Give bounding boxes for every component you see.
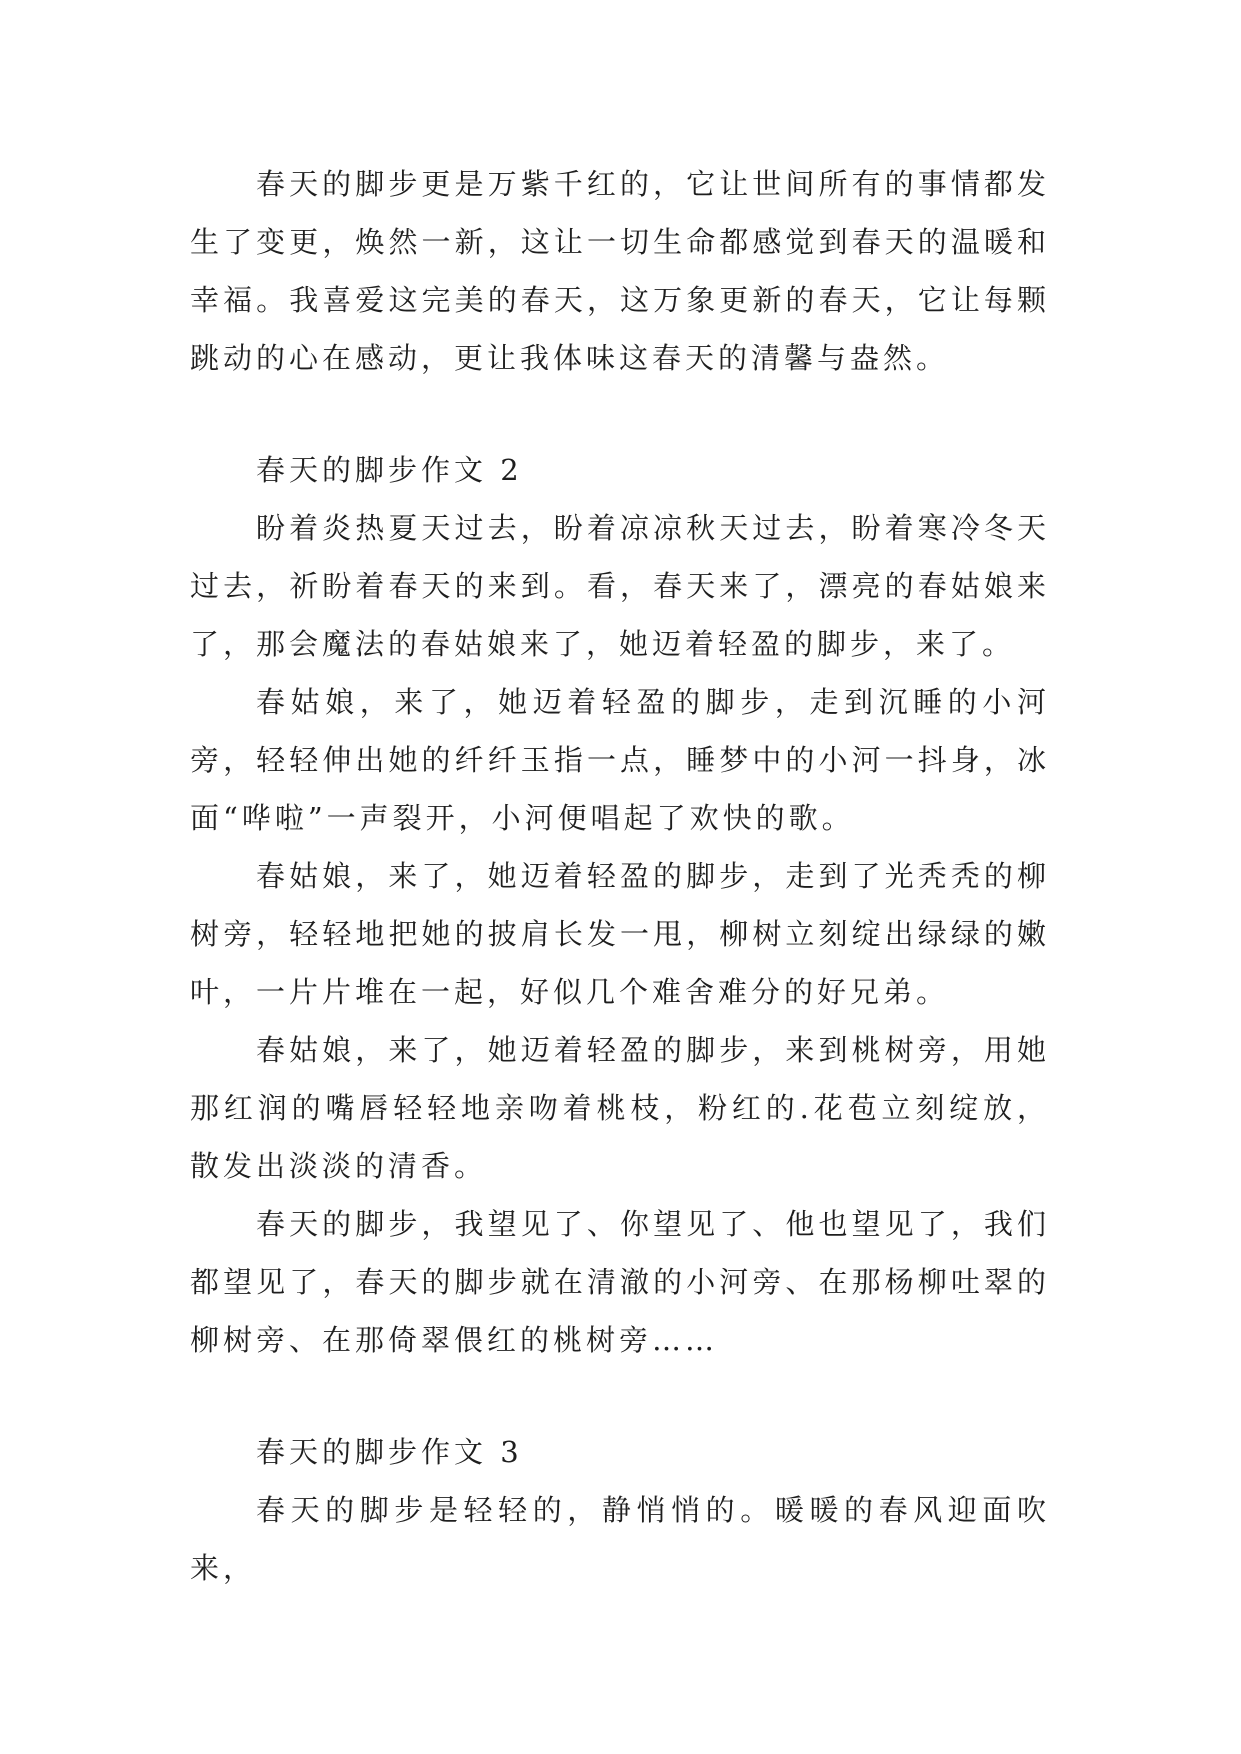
section-gap bbox=[190, 387, 1050, 441]
paragraph-willow: 春姑娘，来了，她迈着轻盈的脚步，走到了光秃秃的柳树旁，轻轻地把她的披肩长发一甩，柳树立刻绽出绿绿的嫩叶，一片片堆在一起，好似几个难舍难分的好兄弟。 bbox=[190, 859, 1050, 1009]
section-gap bbox=[190, 1369, 1050, 1423]
paragraph-intro-ending: 春天的脚步更是万紫千红的，它让世间所有的事情都发生了变更，焕然一新，这让一切生命都感觉到春天的温暖和幸福。我喜爱这完美的春天，这万象更新的春天，它让每颗跳动的心在感动，更让我体味这春天的清馨与盎然。 bbox=[190, 167, 1050, 375]
essay-heading-3: 春天的脚步作文 3 bbox=[256, 1435, 523, 1469]
document-page bbox=[190, 155, 1050, 1597]
paragraph-footsteps-seen: 春天的脚步，我望见了、你望见了、他也望见了，我们都望见了，春天的脚步就在清澈的小河旁、在那杨柳吐翠的柳树旁、在那倚翠偎红的桃树旁…… bbox=[190, 1207, 1050, 1357]
paragraph-waiting-spring: 盼着炎热夏天过去，盼着凉凉秋天过去，盼着寒冷冬天过去，祈盼着春天的来到。看，春天来了，漂亮的春姑娘来了，那会魔法的春姑娘来了，她迈着轻盈的脚步，来了。 bbox=[190, 511, 1050, 661]
paragraph-essay3-opening: 春天的脚步是轻轻的，静悄悄的。暖暖的春风迎面吹来， bbox=[190, 1493, 1050, 1585]
essay-heading-2: 春天的脚步作文 2 bbox=[256, 453, 523, 487]
paragraph-peach: 春姑娘，来了，她迈着轻盈的脚步，来到桃树旁，用她那红润的嘴唇轻轻地亲吻着桃枝，粉红的.花苞立刻绽放，散发出淡淡的清香。 bbox=[190, 1033, 1050, 1183]
paragraph-river: 春姑娘，来了，她迈着轻盈的脚步，走到沉睡的小河旁，轻轻伸出她的纤纤玉指一点，睡梦中的小河一抖身，冰面“哗啦”一声裂开，小河便唱起了欢快的歌。 bbox=[190, 685, 1050, 835]
